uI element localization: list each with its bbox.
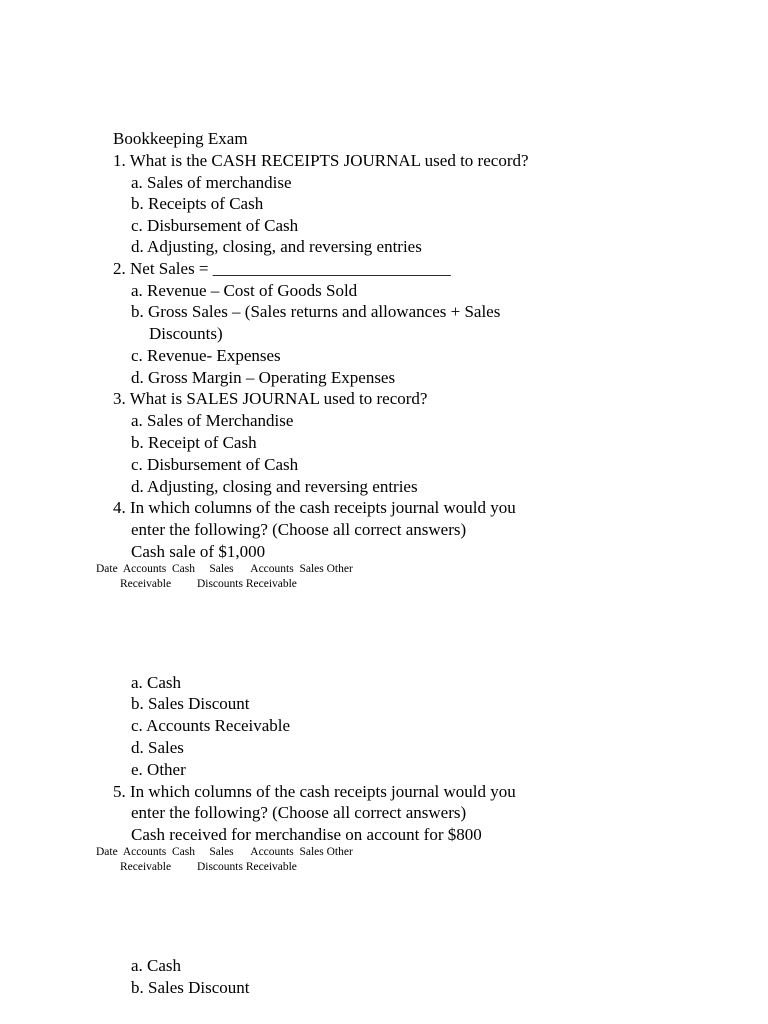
q3-option-c: c. Disbursement of Cash: [131, 455, 299, 474]
q2-option-b: b. Gross Sales – (Sales returns and allowances + Sales: [131, 302, 501, 321]
exam-title: Bookkeeping Exam: [113, 129, 248, 148]
q5-option-b: b. Sales Discount: [131, 978, 250, 997]
question-4: 4. In which columns of the cash receipts journal would you: [113, 498, 516, 517]
q1-option-b: b. Receipts of Cash: [131, 194, 264, 213]
q1-option-c: c. Disbursement of Cash: [131, 216, 299, 235]
q4-option-e: e. Other: [131, 760, 186, 779]
q1-option-a: a. Sales of merchandise: [131, 173, 292, 192]
q1-option-d: d. Adjusting, closing, and reversing entries: [131, 237, 422, 256]
q2-option-d: d. Gross Margin – Operating Expenses: [131, 368, 396, 387]
q4-option-b: b. Sales Discount: [131, 694, 250, 713]
question-3: 3. What is SALES JOURNAL used to record?: [113, 389, 428, 408]
q2-option-b-continued: Discounts): [149, 324, 223, 343]
question-1: 1. What is the CASH RECEIPTS JOURNAL used to record?: [113, 151, 529, 170]
q2-option-a: a. Revenue – Cost of Goods Sold: [131, 281, 358, 300]
q4-option-a: a. Cash: [131, 673, 182, 692]
q4-scenario: Cash sale of $1,000: [131, 542, 266, 561]
q3-option-a: a. Sales of Merchandise: [131, 411, 294, 430]
question-2: 2. Net Sales = ____________________________: [113, 259, 451, 278]
journal-column-headers-row2: Receivable Discounts Receivable: [120, 578, 297, 590]
journal-column-headers-row1: Date Accounts Cash Sales Accounts Sales Other: [96, 846, 353, 858]
q3-option-d: d. Adjusting, closing and reversing entries: [131, 477, 418, 496]
journal-column-headers-row2: Receivable Discounts Receivable: [120, 861, 297, 873]
question-4-continued: enter the following? (Choose all correct answers): [131, 520, 467, 539]
q5-option-a: a. Cash: [131, 956, 182, 975]
q4-option-d: d. Sales: [131, 738, 184, 757]
q5-scenario: Cash received for merchandise on account for $800: [131, 825, 482, 844]
question-5: 5. In which columns of the cash receipts journal would you: [113, 782, 516, 801]
question-5-continued: enter the following? (Choose all correct answers): [131, 803, 467, 822]
journal-column-headers-row1: Date Accounts Cash Sales Accounts Sales Other: [96, 563, 353, 575]
q4-option-c: c. Accounts Receivable: [131, 716, 291, 735]
q3-option-b: b. Receipt of Cash: [131, 433, 257, 452]
q2-option-c: c. Revenue- Expenses: [131, 346, 281, 365]
